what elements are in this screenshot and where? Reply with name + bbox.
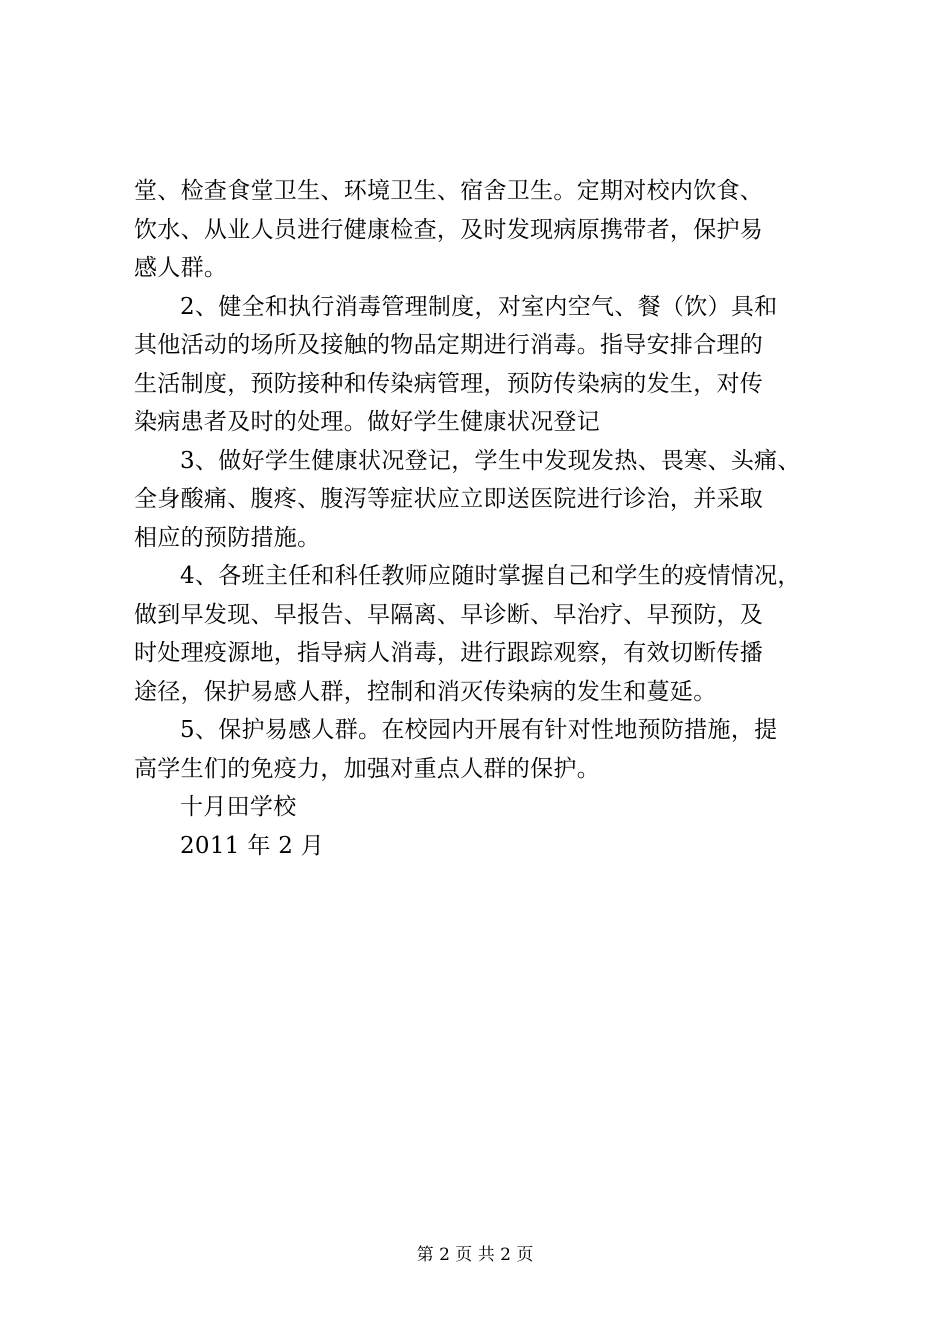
signature-school-name: 十月田学校 (180, 794, 297, 820)
text-line: 相应的预防措施。 (134, 524, 321, 551)
text-line: 高学生们的免疫力，加强对重点人群的保护。 (134, 755, 600, 782)
text-line: 饮水、从业人员进行健康检查，及时发现病原携带者，保护易 (134, 216, 764, 243)
page-number-footer: 第 2 页 共 2 页 (416, 1245, 534, 1265)
paragraph-3-start: 3、做好学生健康状况登记，学生中发现发热、畏寒、头痛、 (180, 447, 801, 474)
text-line: 感人群。 (134, 255, 228, 281)
paragraph-4-start: 4、各班主任和科任教师应随时掌握自己和学生的疫情情况， (180, 563, 801, 589)
paragraph-2-start: 2、健全和执行消毒管理制度，对室内空气、餐（饮）具和 (180, 293, 778, 320)
text-line: 生活制度，预防接种和传染病管理，预防传染病的发生，对传 (134, 370, 764, 397)
text-line: 途径，保护易感人群，控制和消灭传染病的发生和蔓延。 (134, 678, 717, 705)
text-line: 做到早发现、早报告、早隔离、早诊断、早治疗、早预防，及 (134, 601, 764, 628)
signature-date: 2011 年 2 月 (180, 832, 325, 859)
document-body (134, 172, 834, 865)
text-line: 其他活动的场所及接触的物品定期进行消毒。指导安排合理的 (134, 332, 764, 358)
text-line: 染病患者及时的处理。做好学生健康状况登记 (134, 409, 600, 435)
text-line: 堂、检查食堂卫生、环境卫生、宿舍卫生。定期对校内饮食、 (134, 178, 764, 204)
paragraph-5-start: 5、保护易感人群。在校园内开展有针对性地预防措施，提 (180, 717, 778, 743)
text-line: 全身酸痛、腹疼、腹泻等症状应立即送医院进行诊治，并采取 (134, 486, 764, 512)
text-line: 时处理疫源地，指导病人消毒，进行跟踪观察，有效切断传播 (134, 640, 764, 666)
